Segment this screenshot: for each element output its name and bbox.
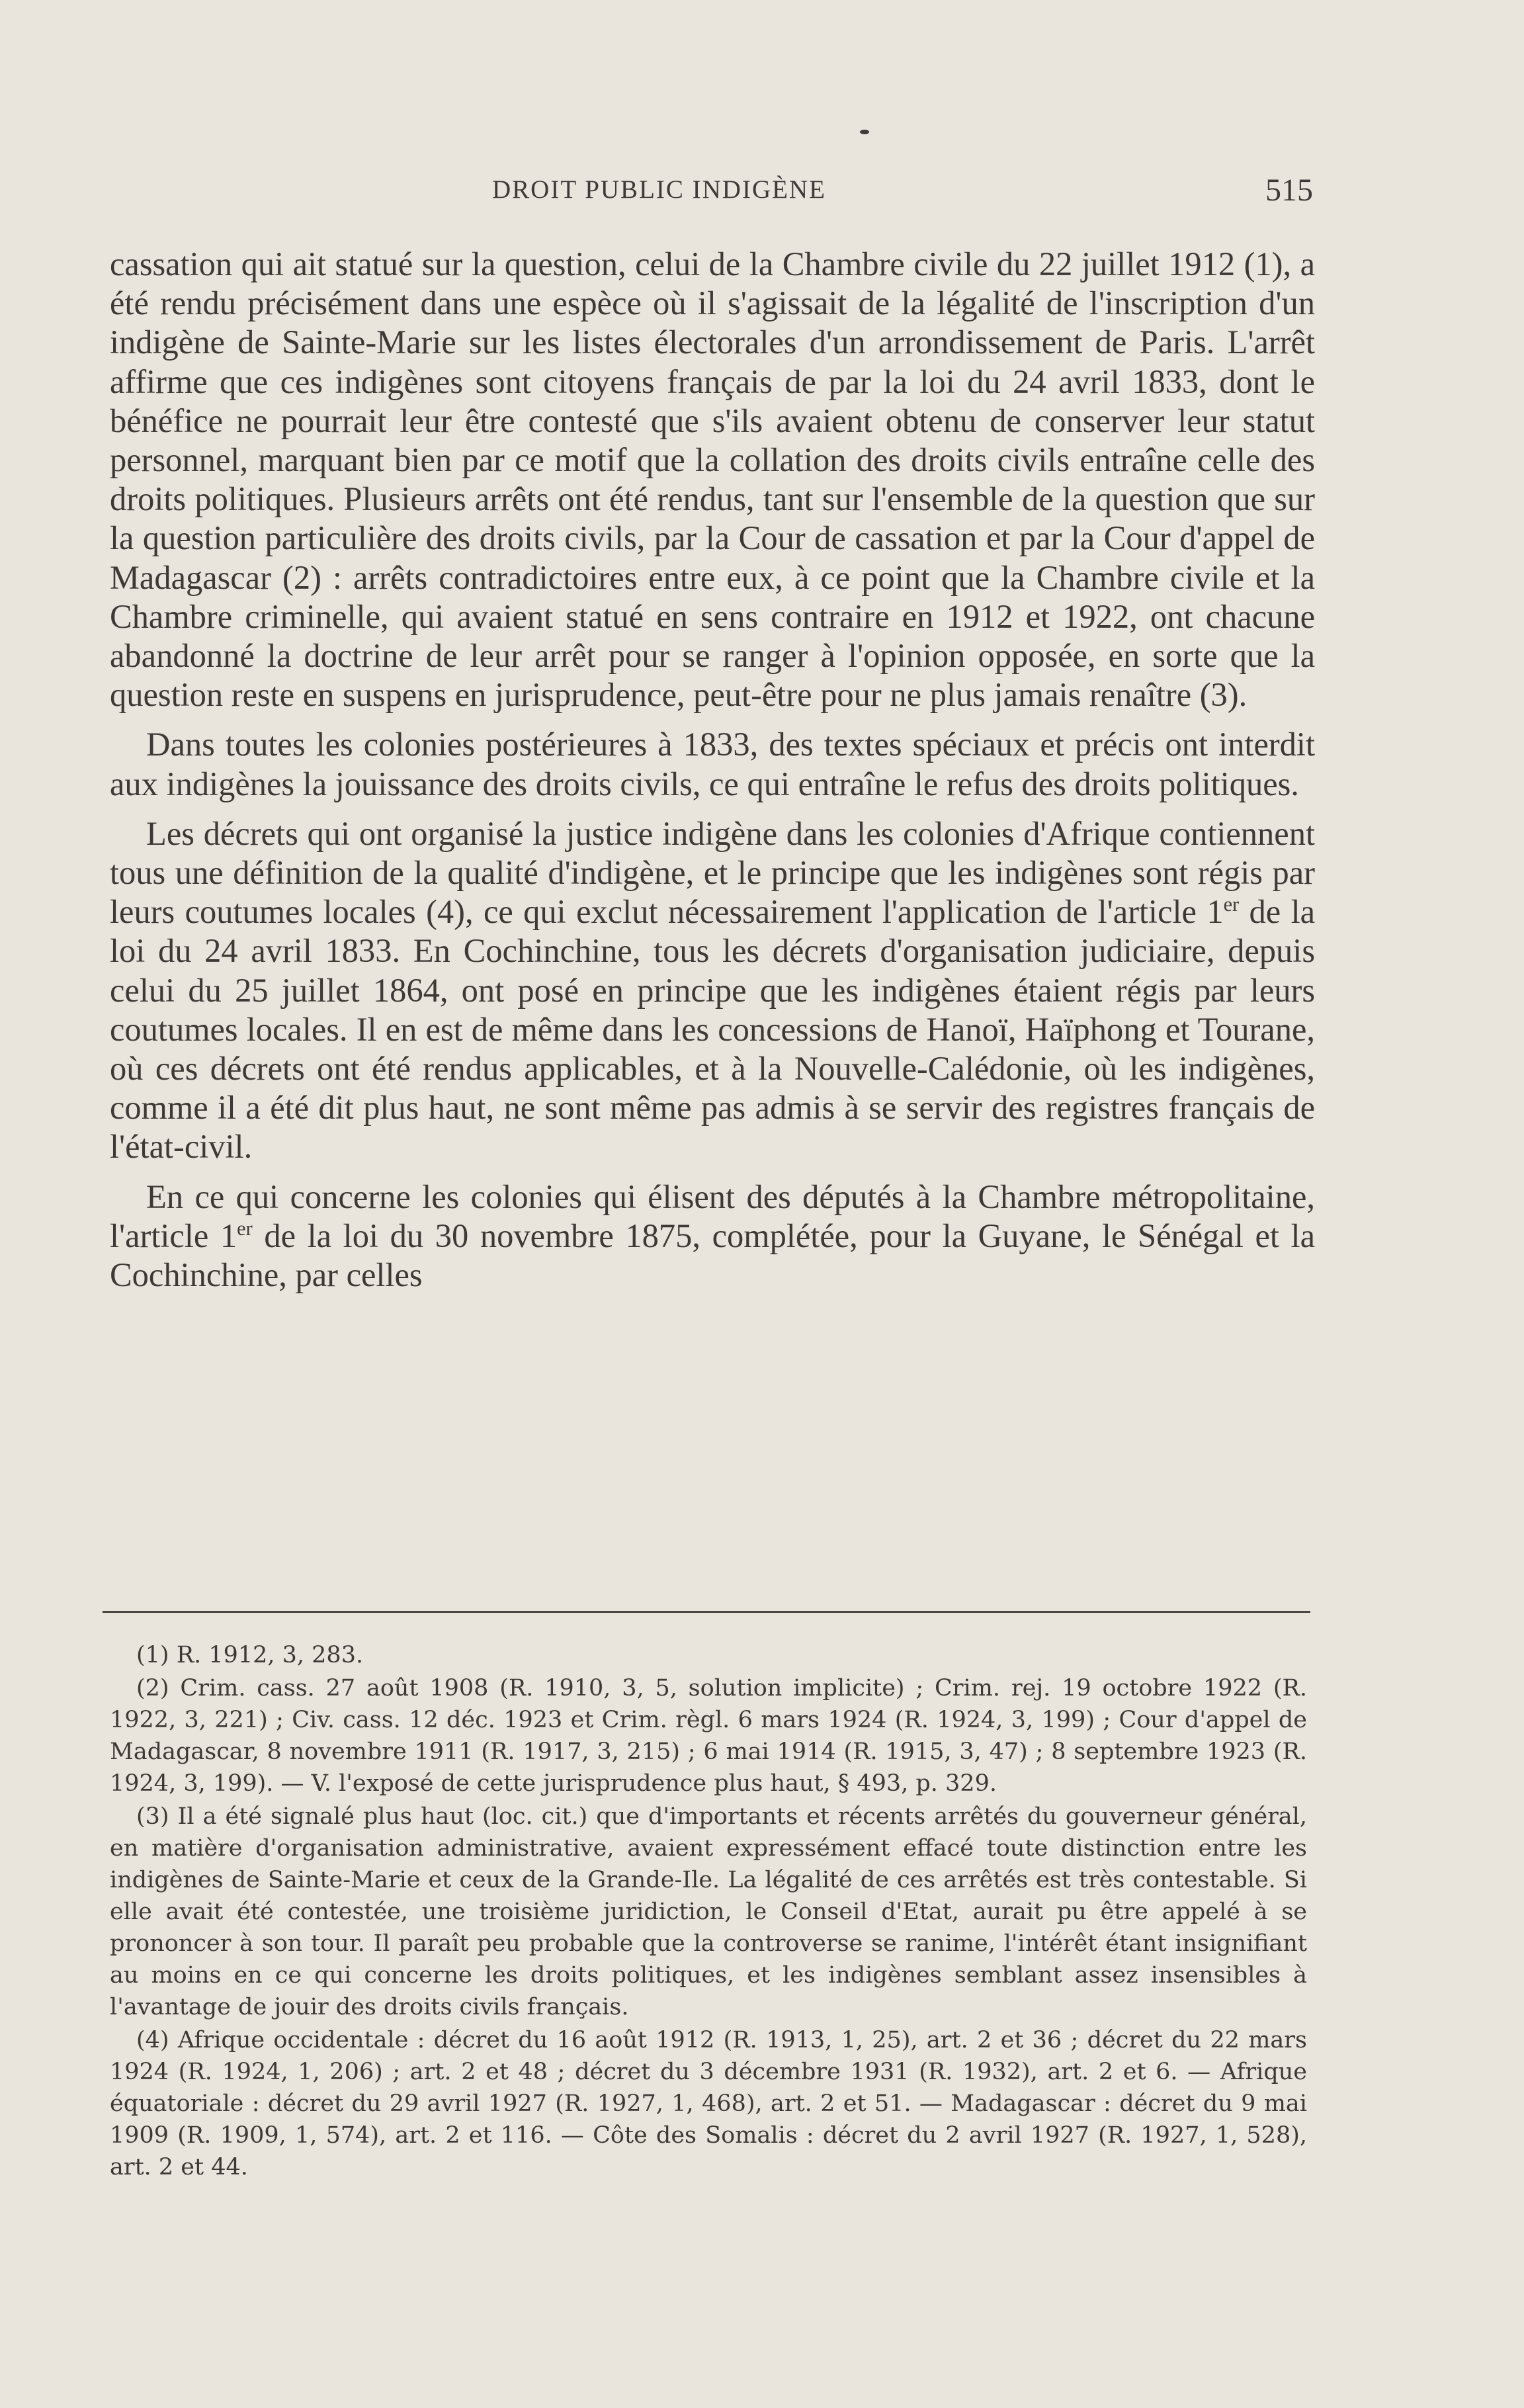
- paragraph-3-part-1: Les décrets qui ont organisé la justice indigène dans les colonies d'Afrique contiennent tous une définition de la qualité d'indigène, et le principe que les indigènes sont régis par leurs coutumes locales (4), ce qui exclut nécessairement l'application de l'article 1: [110, 814, 1315, 931]
- page-number: 515: [1265, 173, 1313, 208]
- footnote-number: (2): [136, 1675, 169, 1701]
- footnote-text: Afrique occidentale : décret du 16 août 1912 (R. 1913, 1, 25), art. 2 et 36 ; décret du 22 mars 1924 (R. 1924, 1, 206) ; art. 2 et 48 ; décret du 3 décembre 1931 (R. 1932), art. 2 et 6. — Afrique équatoriale : décret du 29 avril 1927 (R. 1927, 1, 468), art. 2 et 51. — Madagascar : décret du 9 mai 1909 (R. 1909, 1, 574), art. 2 et 116. — Côte des Somalis : décret du 2 avril 1927 (R. 1927, 1, 528), art. 2 et 44.: [110, 2027, 1307, 2180]
- paragraph-4: [110, 1178, 1315, 1295]
- footnote-text: R. 1912, 3, 283.: [176, 1642, 364, 1668]
- footnote-3: [110, 1801, 1307, 2023]
- footnote-4: [110, 2024, 1307, 2183]
- footnote-divider: [103, 1611, 1310, 1613]
- footnote-text: Il a été signalé plus haut (loc. cit.) que d'importants et récents arrêtés du gouverneur général, en matière d'organisation administrative, avaient expressément effacé toute distinction entre les indigènes de Sainte-Marie et ceux de la Grande-Ile. La légalité de ces arrêtés est très contestable. Si elle avait été contestée, une troisième juridiction, le Conseil d'Etat, aurait pu être appelé à se prononcer à son tour. Il paraît peu probable que la controverse se ranime, l'intérêt étant insignifiant au moins en ce qui concerne les droits politiques, et les indigènes semblant assez insensibles à l'avantage de jouir des droits civils français.: [110, 1803, 1307, 2020]
- footnotes: [110, 1639, 1307, 2184]
- paragraph-2: Dans toutes les colonies postérieures à 1833, des textes spéciaux et précis ont interdit aux indigènes la jouissance des droits civils, ce qui entraîne le refus des droits politiques.: [110, 726, 1315, 802]
- paragraph-4-part-1: En ce qui concerne les colonies qui élisent des députés à la Chambre métropolitaine, l'article 1: [110, 1178, 1315, 1254]
- paragraph-1: cassation qui ait statué sur la question, celui de la Chambre civile du 22 juillet 1912 (1), a été rendu précisément dans une espèce où il s'agissait de la légalité de l'inscription d'un indigène de Sainte-Marie sur les listes électorales d'un arrondissement de Paris. L'arrêt affirme que ces indigènes sont citoyens français de par la loi du 24 avril 1833, dont le bénéfice ne pourrait leur être contesté que s'ils avaient obtenu de conserver leur statut personnel, marquant bien par ce motif que la collation des droits civils entraîne celle des droits politiques. Plusieurs arrêts ont été rendus, tant sur l'ensemble de la question que sur la question particulière des droits civils, par la Cour de cassation et par la Cour d'appel de Madagascar (2) : arrêts contradictoires entre eux, à ce point que la Chambre civile et la Chambre criminelle, qui avaient statué en sens contraire en 1912 et 1922, ont chacune abandonné la doctrine de leur arrêt pour se ranger à l'opinion opposée, en sorte que la question reste en suspens en jurisprudence, peut-être pour ne plus jamais renaître (3).: [110, 245, 1315, 714]
- footnote-2: [110, 1672, 1307, 1799]
- superscript-er-2: er: [237, 1217, 253, 1240]
- running-title: DROIT PUBLIC INDIGÈNE: [492, 175, 826, 204]
- footnote-number: (3): [136, 1803, 169, 1830]
- paragraph-3-part-2: de la loi du 24 avril 1833. En Cochinchine, tous les décrets d'organisation judiciaire, depuis celui du 25 juillet 1864, ont posé en principe que les indigènes étaient régis par leurs coutumes locales. Il en est de même dans les concessions de Hanoï, Haïphong et Tourane, où ces décrets ont été rendus applicables, et à la Nouvelle-Calédonie, où les indigènes, comme il a été dit plus haut, ne sont même pas admis à se servir des registres français de l'état-civil.: [110, 893, 1316, 1166]
- footnote-text: Crim. cass. 27 août 1908 (R. 1910, 3, 5, solution implicite) ; Crim. rej. 19 octobre 1922 (R. 1922, 3, 221) ; Civ. cass. 12 déc. 1923 et Crim. règl. 6 mars 1924 (R. 1924, 3, 199) ; Cour d'appel de Madagascar, 8 novembre 1911 (R. 1917, 3, 215) ; 6 mai 1914 (R. 1915, 3, 47) ; 8 septembre 1923 (R. 1924, 3, 199). — V. l'exposé de cette jurisprudence plus haut, § 493, p. 329.: [110, 1675, 1307, 1797]
- ink-speck: [860, 130, 869, 134]
- page-header: [112, 175, 1313, 214]
- main-text: [110, 245, 1315, 1305]
- paragraph-3: [110, 814, 1315, 1167]
- footnote-number: (1): [136, 1642, 169, 1668]
- footnote-number: (4): [136, 2027, 169, 2053]
- footnote-1: [110, 1639, 1307, 1671]
- paragraph-4-part-2: de la loi du 30 novembre 1875, complétée, pour la Guyane, le Sénégal et la Cochinchine, par celles: [110, 1217, 1315, 1294]
- superscript-er: er: [1223, 893, 1240, 916]
